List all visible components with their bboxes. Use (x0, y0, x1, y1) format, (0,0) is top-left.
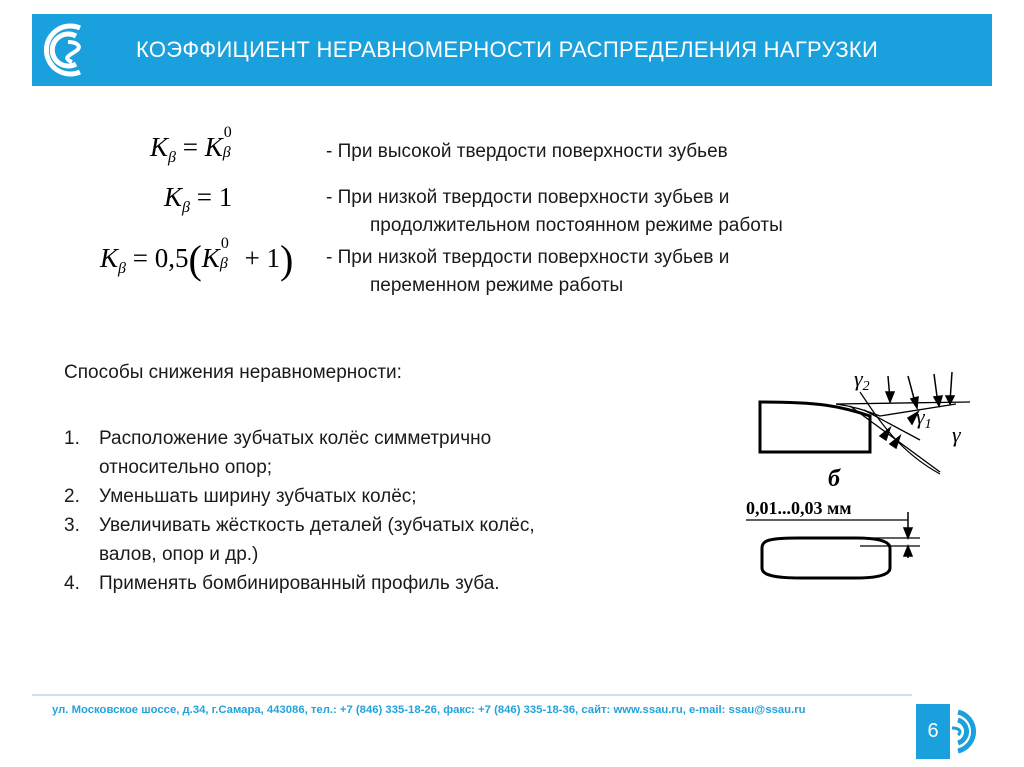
formula-subsup: 0 β (219, 235, 229, 272)
ssau-logo-icon (32, 14, 112, 86)
gamma2-label: γ2 (854, 366, 870, 394)
gear-tooth-diagram (740, 362, 970, 594)
formula-value: 1 (266, 243, 281, 273)
formula-lparen: ( (188, 237, 202, 282)
formula-subscript: β (168, 149, 176, 166)
tooth-upper-shape (760, 402, 870, 452)
formula-3-description: - При низкой твердости поверхности зубьев и переменном режиме работы (326, 247, 730, 296)
formula-plus: + (244, 243, 260, 273)
gamma-label: γ (952, 422, 961, 447)
header-bar (32, 14, 992, 86)
formula-2-description: - При низкой твердости поверхности зубьев и продолжительном постоянном режиме работы (326, 187, 783, 236)
list-item: 3. Увеличивать жёсткость деталей (зубчатых колёс, валов, опор и др.) (64, 515, 535, 565)
formula-equals: = (182, 132, 198, 162)
footer-divider (32, 694, 912, 696)
formula-subscript: β (182, 199, 190, 216)
formula-symbol: K (100, 243, 119, 273)
formula-symbol: K (164, 182, 183, 212)
formula-1-description: - При высокой твердости поверхности зубьев (326, 141, 728, 162)
list-item: 2. Уменьшать ширину зубчатых колёс; (64, 486, 417, 507)
list-item: 1. Расположение зубчатых колёс симметрично относительно опор; (64, 428, 492, 478)
page-title: КОЭФФИЦИЕНТ НЕРАВНОМЕРНОСТИ РАСПРЕДЕЛЕНИЯ НАГРУЗКИ (136, 37, 879, 62)
tooth-lower-shape (762, 538, 890, 578)
formula-subscript: β (118, 260, 126, 277)
formula-symbol: K (204, 132, 223, 162)
ssau-logo-icon (950, 704, 994, 759)
dimension-label: 0,01...0,03 мм (746, 498, 852, 518)
list-item: 4. Применять бомбинированный профиль зуба. (64, 573, 500, 594)
formula-coefficient: 0,5 (154, 243, 189, 273)
footer-contacts: ул. Московское шоссе, д.34, г.Самара, 443086, тел.: +7 (846) 335-18-26, факс: +7 (846) 335-18-36, сайт: www.ssau.ru, e-mail: ssau@ssau.ru (52, 704, 806, 716)
formula-equals: = (132, 243, 148, 273)
methods-list (64, 424, 535, 598)
formula-1 (150, 124, 241, 167)
formula-subsup: 0 β (222, 124, 232, 161)
formula-value: 1 (218, 182, 233, 212)
gamma1-label: γ1 (916, 404, 932, 432)
formula-2 (164, 182, 232, 217)
formula-3 (100, 236, 293, 283)
page-number: 6 (916, 704, 950, 759)
formula-equals: = (196, 182, 212, 212)
formula-symbol: K (201, 243, 220, 273)
methods-title: Способы снижения неравномерности: (64, 362, 402, 383)
figure-caption: б (828, 466, 840, 492)
formula-rparen: ) (280, 237, 294, 282)
formula-symbol: K (150, 132, 169, 162)
